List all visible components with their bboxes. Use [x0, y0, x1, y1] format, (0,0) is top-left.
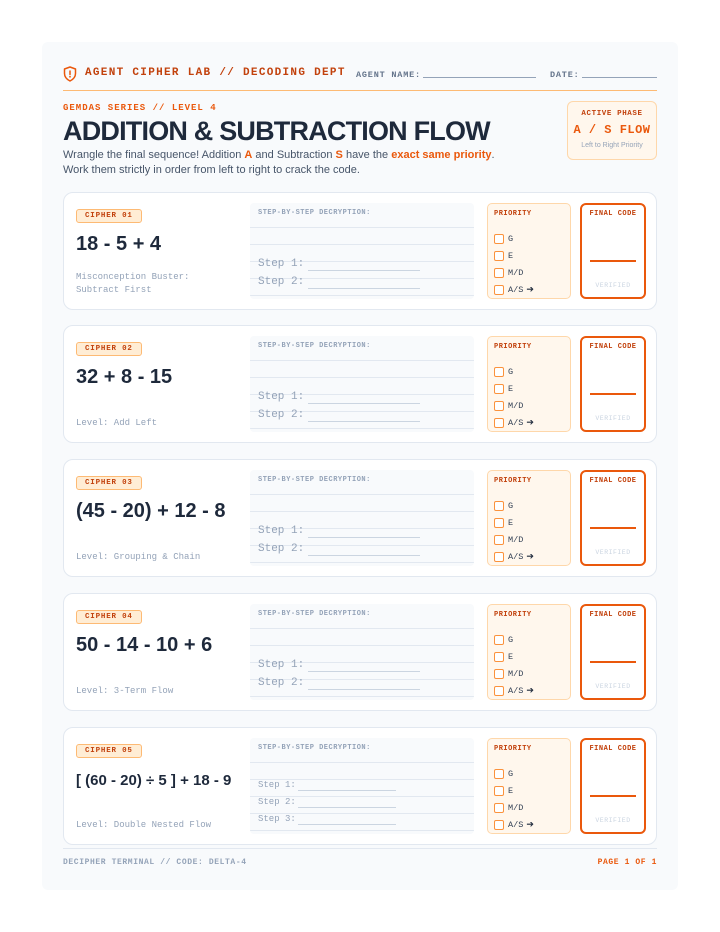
cipher-card [63, 593, 657, 711]
step-label: Step 1: [258, 525, 305, 537]
step-label: Step 2: [258, 276, 305, 288]
verified-label: VERIFIED [595, 683, 631, 690]
checkbox[interactable] [494, 635, 504, 645]
priority-header: PRIORITY [494, 745, 532, 753]
cipher-level-line: Level: Add Left [76, 418, 158, 428]
step-label: Step 3: [258, 814, 296, 824]
page-title: ADDITION & SUBTRACTION FLOW [63, 116, 490, 146]
step-label: Step 2: [258, 543, 305, 555]
priority-option-label: E [508, 250, 514, 261]
intro-emphasis: exact same priority [391, 149, 492, 161]
cipher-card [63, 727, 657, 845]
cipher-card [63, 192, 657, 310]
priority-option[interactable] [494, 648, 513, 660]
date-label: DATE: [550, 70, 580, 80]
priority-option[interactable] [494, 665, 523, 677]
step-label: Step 2: [258, 797, 296, 807]
priority-header: PRIORITY [494, 611, 532, 619]
arrow-right-icon: ➔ [526, 819, 534, 830]
cipher-level [76, 819, 236, 832]
priority-option-label: E [508, 383, 514, 394]
decryption-work-area[interactable] [250, 203, 474, 299]
decryption-work-area[interactable] [250, 738, 474, 834]
intro-highlight-a: A [244, 149, 253, 161]
cipher-tag: CIPHER 01 [76, 209, 142, 223]
arrow-right-icon: ➔ [526, 417, 534, 428]
cipher-card [63, 325, 657, 443]
checkbox[interactable] [494, 786, 504, 796]
final-code-line[interactable] [590, 661, 636, 663]
priority-box [487, 336, 571, 432]
decryption-work-area[interactable] [250, 336, 474, 432]
checkbox[interactable] [494, 669, 504, 679]
priority-header: PRIORITY [494, 477, 532, 485]
final-code-box[interactable] [580, 738, 646, 834]
step-answer-line[interactable] [308, 555, 420, 556]
step-label: Step 1: [258, 659, 305, 671]
final-code-header: FINAL CODE [589, 477, 637, 485]
checkbox[interactable] [494, 251, 504, 261]
final-code-box[interactable] [580, 203, 646, 299]
priority-option-label: E [508, 785, 514, 796]
cipher-level [76, 271, 236, 297]
cipher-level [76, 551, 236, 564]
arrow-right-icon: ➔ [526, 284, 534, 295]
cipher-expression: 32 + 8 - 15 [76, 366, 173, 388]
checkbox[interactable] [494, 268, 504, 278]
cipher-tag: CIPHER 03 [76, 476, 142, 490]
intro-part: Wrangle the final sequence! Addition [63, 149, 245, 161]
priority-option[interactable] [494, 682, 534, 694]
checkbox[interactable] [494, 769, 504, 779]
final-code-line[interactable] [590, 260, 636, 262]
priority-option[interactable] [494, 816, 534, 828]
intro-part: have the [342, 149, 392, 161]
priority-option-label: M/D [508, 802, 524, 813]
priority-option-label: M/D [508, 534, 524, 545]
final-code-line[interactable] [590, 795, 636, 797]
priority-option[interactable] [494, 363, 513, 375]
cipher-level-line: Level: 3-Term Flow [76, 686, 174, 696]
cipher-level [76, 417, 236, 430]
checkbox[interactable] [494, 552, 504, 562]
priority-option-label: G [508, 233, 514, 244]
intro-highlight-s: S [335, 149, 343, 161]
checkbox[interactable] [494, 535, 504, 545]
priority-option[interactable] [494, 264, 523, 276]
priority-option[interactable] [494, 799, 523, 811]
step-label: Step 1: [258, 391, 305, 403]
series-label: GEMDAS SERIES // LEVEL 4 [63, 103, 217, 113]
active-phase-value: A / S FLOW [573, 123, 651, 137]
cipher-expression: 50 - 14 - 10 + 6 [76, 634, 213, 656]
active-phase-subtitle: Left to Right Priority [581, 142, 643, 149]
priority-option-label: M/D [508, 400, 524, 411]
step-answer-line[interactable] [308, 403, 420, 404]
decryption-header: STEP-BY-STEP DECRYPTION: [258, 476, 375, 484]
brand-title: AGENT CIPHER LAB // DECODING DEPT [85, 67, 346, 79]
priority-box [487, 470, 571, 566]
header-bar [63, 66, 657, 91]
cipher-level-line: Level: Double Nested Flow [76, 820, 212, 830]
final-code-header: FINAL CODE [589, 210, 637, 218]
checkbox[interactable] [494, 518, 504, 528]
priority-option-label: E [508, 517, 514, 528]
step-label: Step 1: [258, 780, 296, 790]
shield-icon [63, 66, 77, 82]
active-phase-label: ACTIVE PHASE [581, 110, 643, 118]
priority-option-label: M/D [508, 668, 524, 679]
priority-option-label: M/D [508, 267, 524, 278]
final-code-box[interactable] [580, 336, 646, 432]
checkbox[interactable] [494, 652, 504, 662]
final-code-box[interactable] [580, 470, 646, 566]
footer-code: DECIPHER TERMINAL // CODE: DELTA-4 [63, 858, 247, 867]
cipher-level [76, 685, 236, 698]
decryption-header: STEP-BY-STEP DECRYPTION: [258, 342, 375, 350]
cipher-expression: 18 - 5 + 4 [76, 233, 162, 255]
final-code-header: FINAL CODE [589, 343, 637, 351]
decryption-work-area[interactable] [250, 604, 474, 700]
priority-option[interactable] [494, 765, 513, 777]
priority-header: PRIORITY [494, 210, 532, 218]
cipher-level-line: Misconception Buster: [76, 272, 190, 282]
final-code-box[interactable] [580, 604, 646, 700]
priority-option[interactable] [494, 497, 513, 509]
cipher-tag: CIPHER 05 [76, 744, 142, 758]
footer [63, 848, 657, 867]
arrow-right-icon: ➔ [526, 551, 534, 562]
priority-option[interactable] [494, 531, 523, 543]
arrow-right-icon: ➔ [526, 685, 534, 696]
step-label: Step 1: [258, 258, 305, 270]
decryption-header: STEP-BY-STEP DECRYPTION: [258, 744, 375, 752]
checkbox[interactable] [494, 367, 504, 377]
step-answer-line[interactable] [308, 288, 420, 289]
checkbox[interactable] [494, 686, 504, 696]
priority-option-label: E [508, 651, 514, 662]
page-number: PAGE 1 OF 1 [597, 858, 657, 867]
priority-option-label: A/S [508, 819, 524, 830]
priority-option-label: G [508, 500, 514, 511]
checkbox[interactable] [494, 384, 504, 394]
agent-name-field[interactable] [423, 77, 536, 78]
priority-option[interactable] [494, 514, 513, 526]
priority-header: PRIORITY [494, 343, 532, 351]
active-phase-box [567, 101, 657, 160]
priority-box [487, 604, 571, 700]
cipher-level-line: Subtract First [76, 285, 152, 295]
intro-text [63, 148, 533, 178]
verified-label: VERIFIED [595, 415, 631, 422]
checkbox[interactable] [494, 234, 504, 244]
priority-box [487, 203, 571, 299]
agent-name-label: AGENT NAME: [356, 70, 421, 80]
intro-part: and Subtraction [252, 149, 336, 161]
priority-option-label: G [508, 634, 514, 645]
step-answer-line[interactable] [308, 689, 420, 690]
checkbox[interactable] [494, 401, 504, 411]
step-answer-line[interactable] [298, 824, 396, 825]
date-field[interactable] [582, 77, 657, 78]
priority-option[interactable] [494, 548, 534, 560]
step-label: Step 2: [258, 409, 305, 421]
priority-option-label: G [508, 366, 514, 377]
cipher-tag: CIPHER 02 [76, 342, 142, 356]
priority-box [487, 738, 571, 834]
checkbox[interactable] [494, 803, 504, 813]
decryption-work-area[interactable] [250, 470, 474, 566]
checkbox[interactable] [494, 501, 504, 511]
step-answer-line[interactable] [298, 790, 396, 791]
step-label: Step 2: [258, 677, 305, 689]
checkbox[interactable] [494, 285, 504, 295]
step-answer-line[interactable] [308, 421, 420, 422]
priority-option[interactable] [494, 782, 513, 794]
step-answer-line[interactable] [308, 270, 420, 271]
priority-option[interactable] [494, 247, 513, 259]
priority-option[interactable] [494, 230, 513, 242]
final-code-line[interactable] [590, 393, 636, 395]
cipher-expression: [ (60 - 20) ÷ 5 ] + 18 - 9 [76, 772, 232, 789]
priority-option[interactable] [494, 414, 534, 426]
step-answer-line[interactable] [308, 671, 420, 672]
priority-option[interactable] [494, 380, 513, 392]
priority-option-label: A/S [508, 685, 524, 696]
worksheet-page [42, 42, 678, 890]
priority-option-label: A/S [508, 417, 524, 428]
priority-option[interactable] [494, 281, 534, 293]
cipher-level-line: Level: Grouping & Chain [76, 552, 201, 562]
checkbox[interactable] [494, 418, 504, 428]
cipher-tag: CIPHER 04 [76, 610, 142, 624]
verified-label: VERIFIED [595, 817, 631, 824]
intro-part: . [491, 149, 495, 161]
priority-option[interactable] [494, 397, 523, 409]
final-code-line[interactable] [590, 527, 636, 529]
checkbox[interactable] [494, 820, 504, 830]
decryption-header: STEP-BY-STEP DECRYPTION: [258, 610, 375, 618]
decryption-header: STEP-BY-STEP DECRYPTION: [258, 209, 375, 217]
step-answer-line[interactable] [308, 537, 420, 538]
verified-label: VERIFIED [595, 549, 631, 556]
intro-line-2: Work them strictly in order from left to right to crack the code. [63, 164, 360, 176]
step-answer-line[interactable] [298, 807, 396, 808]
final-code-header: FINAL CODE [589, 745, 637, 753]
priority-option-label: A/S [508, 551, 524, 562]
verified-label: VERIFIED [595, 282, 631, 289]
final-code-header: FINAL CODE [589, 611, 637, 619]
priority-option[interactable] [494, 631, 513, 643]
priority-option-label: A/S [508, 284, 524, 295]
cipher-expression: (45 - 20) + 12 - 8 [76, 500, 226, 522]
cipher-card [63, 459, 657, 577]
priority-option-label: G [508, 768, 514, 779]
